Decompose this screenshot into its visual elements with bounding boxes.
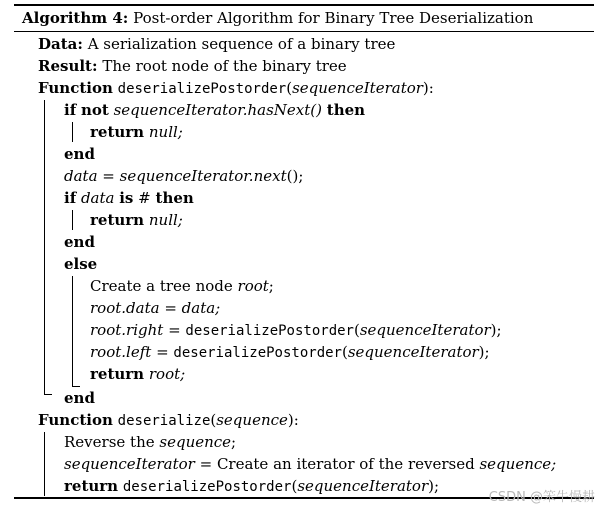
function1-name: deserializePostorder: [117, 81, 287, 97]
result-text: The root node of the binary tree: [102, 57, 347, 75]
data-keyword: Data:: [38, 35, 83, 53]
if-hash-line: if data is # then: [64, 189, 194, 207]
caption-label: Algorithm 4:: [22, 9, 129, 27]
return-null-2: return null;: [90, 211, 183, 229]
iter-assign-line: sequenceIterator = Create an iterator of the reversed sequence;: [64, 455, 557, 473]
top-rule: [14, 4, 594, 6]
end-function1: end: [64, 389, 95, 407]
reverse-line: Reverse the sequence;: [64, 433, 237, 451]
root-right-line: root.right = deserializePostorder(sequenceIterator);: [90, 321, 502, 339]
create-node-line: Create a tree node root;: [90, 277, 274, 295]
function-keyword: Function: [38, 79, 113, 97]
if-not-line: if not sequenceIterator.hasNext() then: [64, 101, 366, 119]
mid-rule: [14, 31, 594, 32]
data-line: [38, 34, 395, 54]
function2-param: sequence: [216, 411, 288, 429]
hasnext-expr: sequenceIterator.hasNext(): [113, 101, 323, 119]
root-data-line: root.data = data;: [90, 299, 221, 317]
function1-body-hook: [44, 394, 52, 395]
if2-bar: [72, 210, 73, 230]
if1-bar: [72, 122, 73, 142]
caption-title: Post-order Algorithm for Binary Tree Deserialization: [133, 9, 534, 27]
end-if-2: end: [64, 233, 95, 251]
else-hook: [72, 386, 80, 387]
function1-body-bar: [44, 100, 45, 394]
csdn-watermark: CSDN @笨牛慢耕: [488, 490, 595, 505]
return-call-line: return deserializePostorder(sequenceIterator);: [64, 477, 440, 495]
function1-header: Function deserializePostorder(sequenceIterator):: [38, 79, 434, 97]
end-if-1: end: [64, 145, 95, 163]
else-bar: [72, 276, 73, 386]
root-left-line: root.left = deserializePostorder(sequenceIterator);: [90, 343, 490, 361]
return-root-line: return root;: [90, 365, 186, 383]
return-null-1: return null;: [90, 123, 183, 141]
result-keyword: Result:: [38, 57, 98, 75]
function2-name: deserialize: [117, 413, 211, 429]
algorithm-caption: [22, 9, 533, 27]
function2-header: Function deserialize(sequence):: [38, 411, 299, 429]
function1-param: sequenceIterator: [292, 79, 423, 97]
assign-data-line: data = sequenceIterator.next();: [64, 167, 304, 185]
data-text: A serialization sequence of a binary tree: [87, 35, 396, 53]
result-line: [38, 56, 347, 76]
function2-body-bar: [44, 432, 45, 496]
else-line: else: [64, 255, 98, 273]
